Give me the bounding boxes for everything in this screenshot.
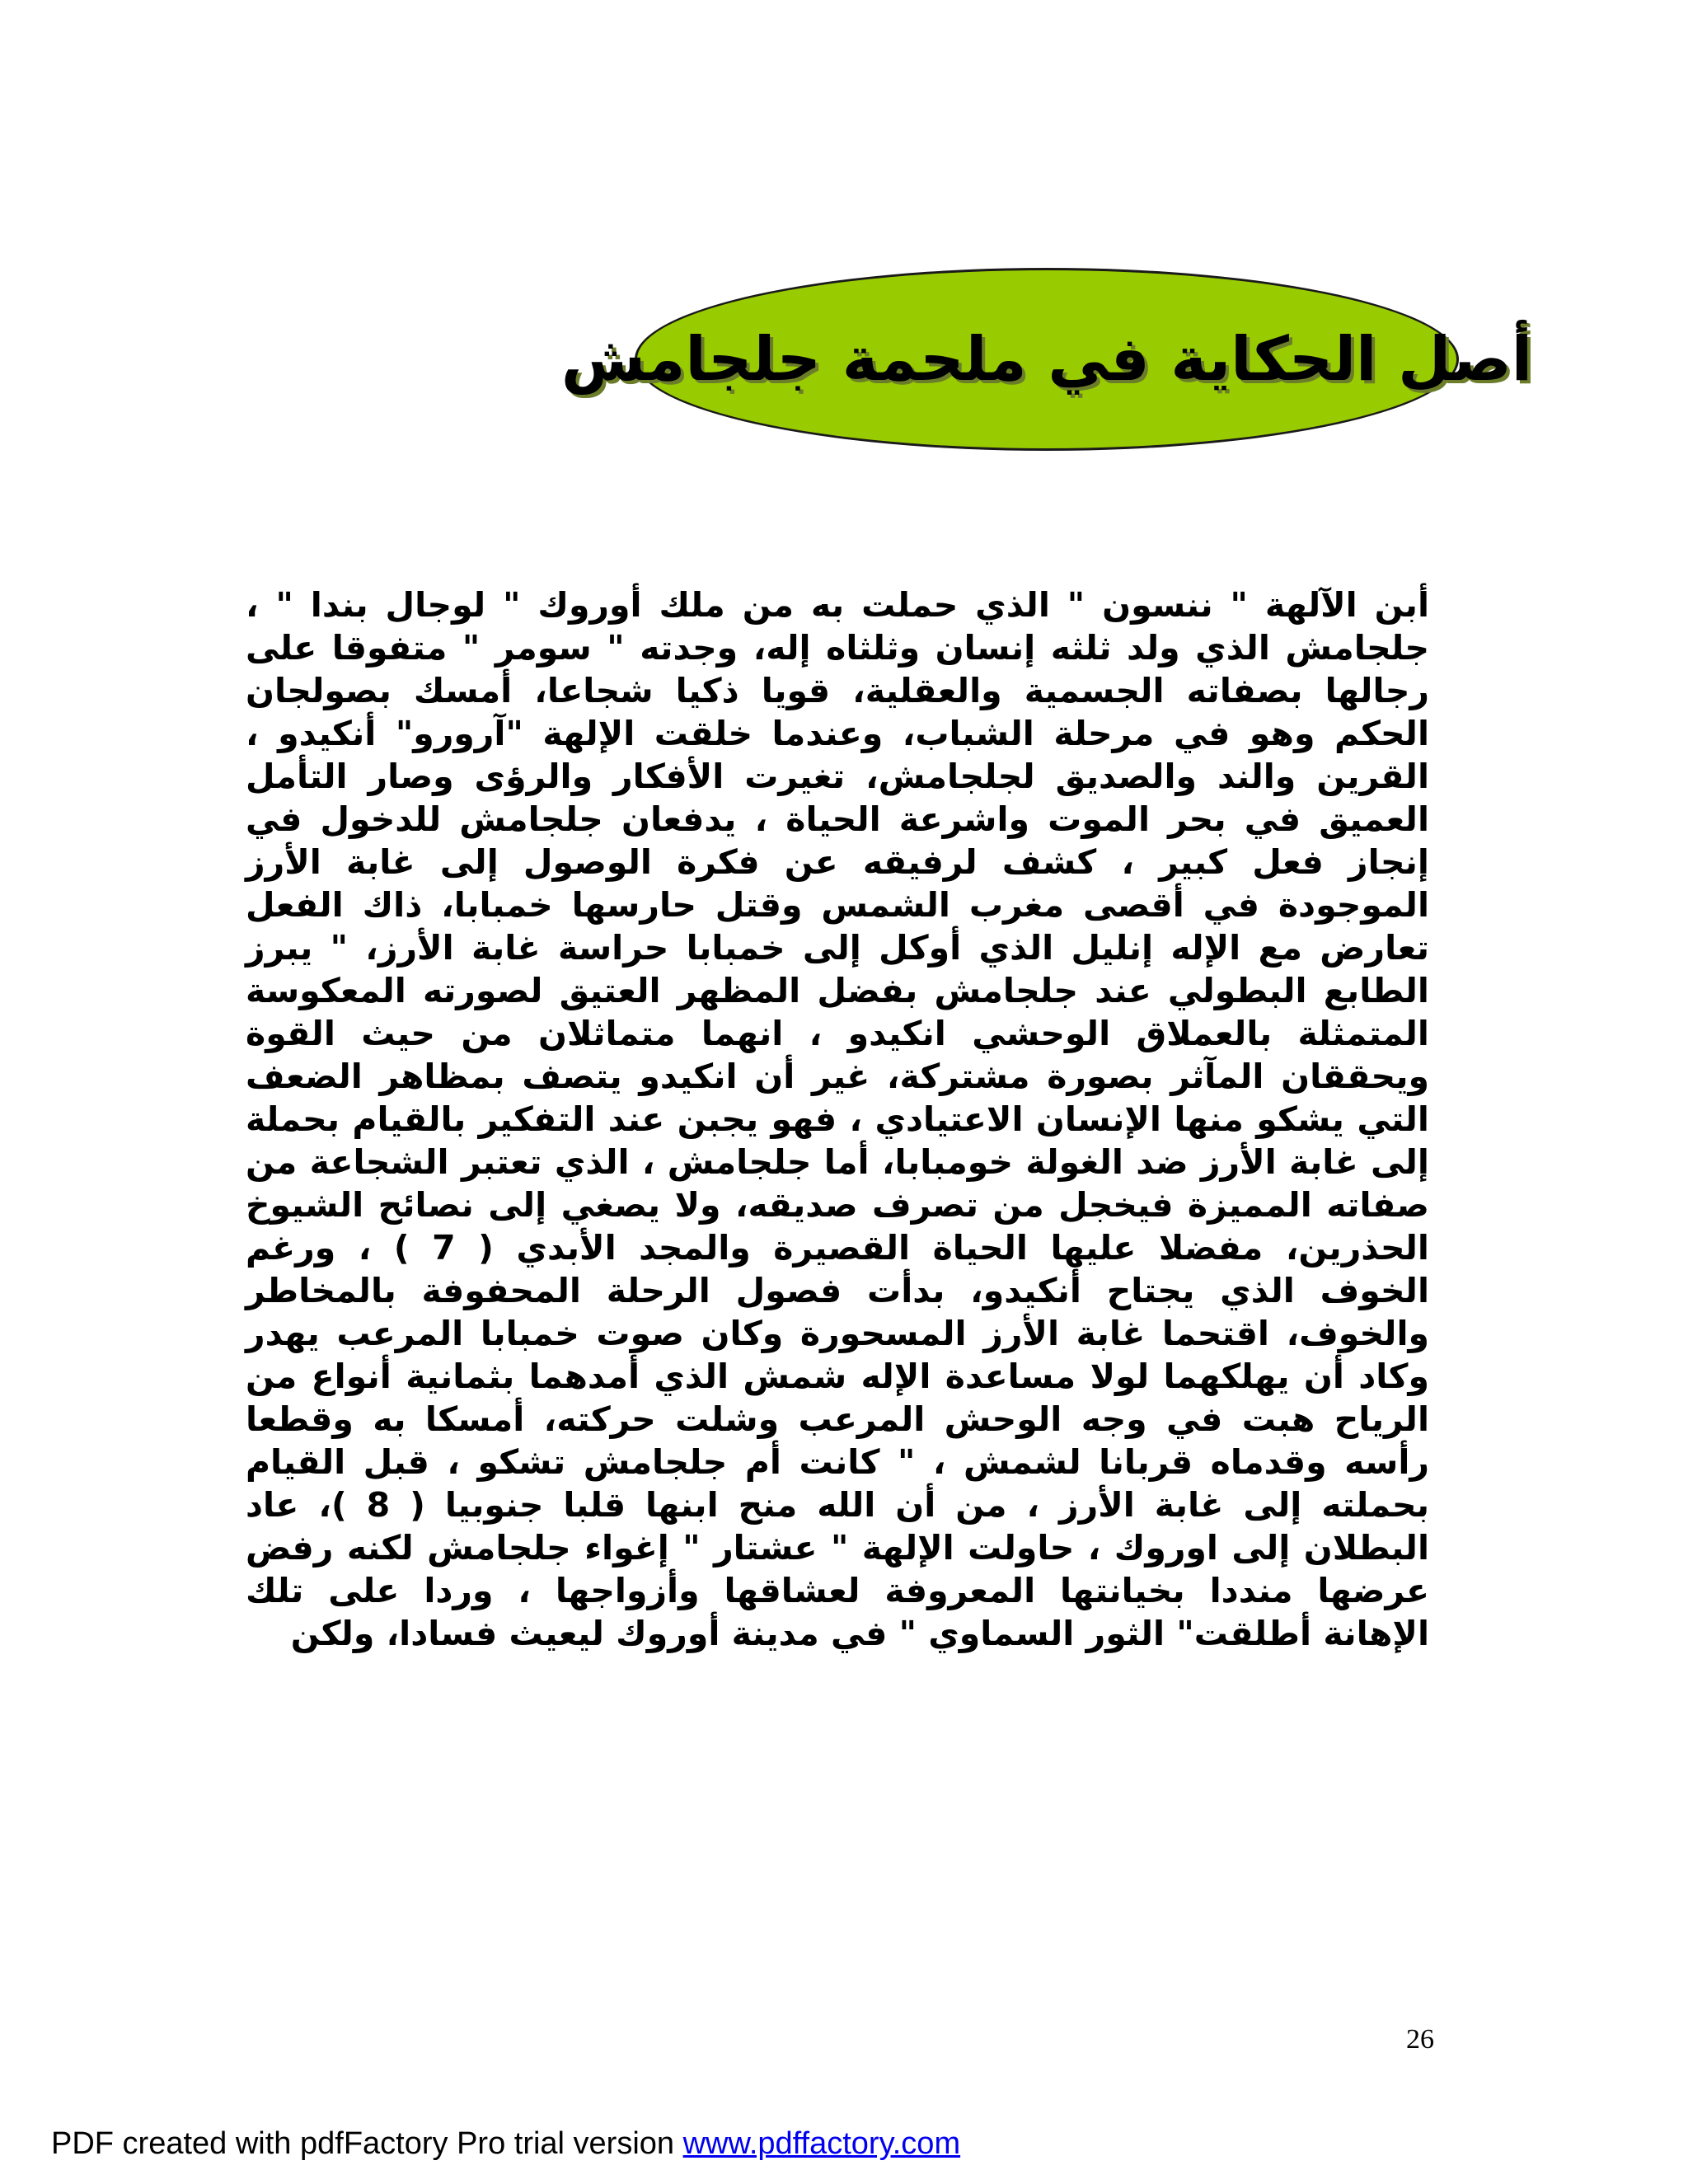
footer-prefix: PDF created with pdfFactory Pro trial version [51,2126,683,2161]
footer-link[interactable]: www.pdffactory.com [682,2126,961,2161]
pdf-footer [51,2126,960,2162]
page-number: 26 [1406,2024,1434,2055]
body-paragraph: أبن الآلهة " ننسون " الذي حملت به من ملك أوروك " لوجال بندا " ، جلجامش الذي ولد ثلثه إنسان وثلثاه إله، وجدته " سومر " متفوقا على رجالها بصفاته الجسمية والعقلية، قويا ذكيا شجاعا، أمسك بصولجان الحكم وهو في مرحلة الشباب، وعندما خلقت الإلهة "آرورو" أنكيدو ، القرين والند والصديق لجلجامش، تغيرت الأفكار والرؤى وصار التأمل العميق في بحر الموت واشرعة الحياة ، يدفعان جلجامش للدخول في إنجاز فعل كبير ، كشف لرفيقه عن فكرة الوصول إلى غابة الأرز الموجودة في أقصى مغرب الشمس وقتل حارسها خمبابا، ذاك الفعل تعارض مع الإله إنليل الذي أوكل إلى خمبابا حراسة غابة الأرز، " يبرز الطابع البطولي عند جلجامش بفضل المظهر العتيق لصورته المعكوسة المتمثلة بالعملاق الوحشي انكيدو ، انهما متماثلان من حيث القوة ويحققان المآثر بصورة مشتركة، غير أن انكيدو يتصف بمظاهر الضعف التي يشكو منها الإنسان الاعتيادي ، فهو يجبن عند التفكير بالقيام بحملة إلى غابة الأرز ضد الغولة خومبابا، أما جلجامش ، الذي تعتبر الشجاعة من صفاته المميزة فيخجل من تصرف صديقه، ولا يصغي إلى نصائح الشيوخ الحذرين، مفضلا عليها الحياة القصيرة والمجد الأبدي ( 7 ) ، ورغم الخوف الذي يجتاح أنكيدو، بدأت فصول الرحلة المحفوفة بالمخاطر والخوف، اقتحما غابة الأرز المسحورة وكان صوت خمبابا المرعب يهدر وكاد أن يهلكهما لولا مساعدة الإله شمش الذي أمدهما بثمانية أنواع من الرياح هبت في وجه الوحش المرعب وشلت حركته، أمسكا به وقطعا رأسه وقدماه قربانا لشمش ، " كانت أم جلجامش تشكو ، قبل القيام بحملته إلى غابة الأرز ، من أن الله منح ابنها قلبا جنوبيا ( 8 )، عاد البطلان إلى اوروك ، حاولت الإلهة " عشتار " إغواء جلجامش لكنه رفض عرضها منددا بخيانتها المعروفة لعشاقها وأزواجها ، وردا على تلك الإهانة أطلقت" الثور السماوي " في مدينة أوروك ليعيث فسادا، ولكن [246,585,1429,1653]
page-title: أصل الحكاية في ملحمة جلجامش [560,324,1533,395]
title-oval [560,268,1533,451]
